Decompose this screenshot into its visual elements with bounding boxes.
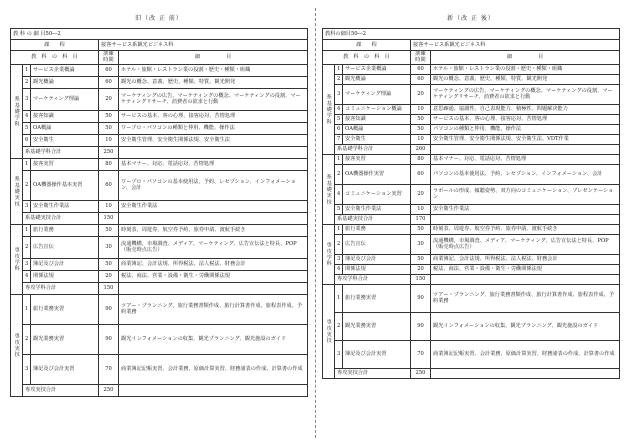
table-row xyxy=(11,294,308,324)
row-subject: コミュニケーション概論 xyxy=(343,104,411,114)
row-subject: コミュニケーション実習 xyxy=(343,184,411,204)
total-row xyxy=(11,212,308,224)
row-subject: マーケティング理論 xyxy=(31,88,99,110)
row-hours: 10 xyxy=(411,204,431,214)
row-detail: 観光インフォメーションの収集、観光プランニング、観光施設のガイド xyxy=(431,312,620,340)
row-subject: 安全衛生作業法 xyxy=(343,204,411,214)
row-hours: 50 xyxy=(411,254,431,264)
table-row xyxy=(323,284,620,312)
row-subject: マーケティング理論 xyxy=(343,84,411,104)
table-row xyxy=(323,104,620,114)
new-course-row xyxy=(323,40,620,51)
row-subject: 接客知識 xyxy=(343,114,411,124)
row-subject: 接客実習 xyxy=(343,154,411,164)
row-no: 1 xyxy=(23,294,31,324)
row-hours: 50 xyxy=(99,258,119,270)
row-hours: 60 xyxy=(411,164,431,184)
row-hours: 20 xyxy=(411,184,431,204)
new-subject-label: 教科の細目50―2 xyxy=(323,29,620,40)
row-no: 2 xyxy=(335,234,343,254)
row-no: 1 xyxy=(335,64,343,74)
row-hours: 80 xyxy=(99,158,119,170)
row-subject: 簿記及び会計実習 xyxy=(31,354,99,384)
total-row xyxy=(323,214,620,224)
table-row xyxy=(11,122,308,134)
row-hours: 50 xyxy=(411,224,431,234)
row-subject: 関係法規 xyxy=(343,264,411,274)
row-detail: 税法、商法、営業・設備・衛生・労働関係法規 xyxy=(431,264,620,274)
row-subject: 旅行業務 xyxy=(343,224,411,234)
group-name: 専攻実技 xyxy=(11,294,23,396)
total-row xyxy=(11,282,308,294)
old-col-detail: 細 目 xyxy=(119,51,308,65)
row-detail: ツアー・プランニング、旅行業務書類作成、旅行計算書作成、旅程表作成、予約業務 xyxy=(431,284,620,312)
row-subject: 簿記及び会計 xyxy=(343,254,411,264)
row-no: 1 xyxy=(335,284,343,312)
row-detail: 商業簿記記帳実習、会計業務、原価計算実習、財務諸表の作成、計算書の作成 xyxy=(119,354,308,384)
row-detail: マーケティングの広告、マーケティングの概念、マーケティングの役割、マーケティングリサーチ、消費者の欲求と行動 xyxy=(119,88,308,110)
row-no: 4 xyxy=(335,264,343,274)
row-hours: 20 xyxy=(411,84,431,104)
row-detail: ワープロ・パソコンの基本使用法、予約、レセプション、インフォメーション、会計 xyxy=(119,170,308,200)
row-subject: 観光概論 xyxy=(31,76,99,88)
table-row xyxy=(11,224,308,236)
row-detail: 意思疎通、協調性、自己表現能力、積極性、問題解決能力 xyxy=(431,104,620,114)
old-heading: 旧（改 正 前） xyxy=(135,15,183,22)
table-row xyxy=(11,76,308,88)
old-course-row xyxy=(11,40,308,51)
table-row xyxy=(11,200,308,212)
row-detail: 観光の概念、意義、歴史、種類、特質、観光開発 xyxy=(431,74,620,84)
row-subject: 安全衛生 xyxy=(343,134,411,144)
row-subject: OA概論 xyxy=(31,122,99,134)
row-detail: 商業簿記、会計法規、所得税法、法人税法、財務会計 xyxy=(119,258,308,270)
row-detail: 商業簿記記帳実習、会計業務、原価計算実習、財務諸表の作成、計算書の作成 xyxy=(431,340,620,368)
row-subject: 旅行業務実習 xyxy=(343,284,411,312)
row-subject: 安全衛生作業法 xyxy=(31,200,99,212)
old-col-hours: 訓練時間 xyxy=(99,51,119,65)
row-detail: サービスの基本、客の心理、接客応対、苦情処理 xyxy=(119,110,308,122)
row-subject: 旅行業務実習 xyxy=(31,294,99,324)
table-row xyxy=(11,170,308,200)
table-row xyxy=(323,114,620,124)
table-row xyxy=(323,264,620,274)
table-row xyxy=(11,354,308,384)
page-divider xyxy=(315,8,316,438)
row-no: 4 xyxy=(23,270,31,282)
group-name: 専攻実技 xyxy=(323,284,335,378)
row-no: 4 xyxy=(23,110,31,122)
table-row xyxy=(11,158,308,170)
row-hours: 60 xyxy=(99,76,119,88)
row-detail: ホテル・旅館・レストラン業の役割・歴史・種類・組織 xyxy=(119,64,308,76)
old-table xyxy=(10,28,308,397)
table-row xyxy=(323,204,620,214)
row-subject: 安全衛生 xyxy=(31,134,99,146)
total-hours: 150 xyxy=(99,282,119,294)
row-detail: 基本マナー、対応、電話応対、苦情処理 xyxy=(119,158,308,170)
old-version-panel xyxy=(10,0,308,441)
row-hours: 10 xyxy=(411,134,431,144)
table-row xyxy=(323,184,620,204)
row-detail: 観光インフォメーションの収集、観光プランニング、観光施設のガイド xyxy=(119,324,308,354)
row-no: 3 xyxy=(23,88,31,110)
row-hours: 20 xyxy=(99,88,119,110)
row-hours: 10 xyxy=(99,134,119,146)
row-subject: 広告宣伝 xyxy=(343,234,411,254)
table-row xyxy=(11,64,308,76)
row-no: 2 xyxy=(335,312,343,340)
row-hours: 60 xyxy=(411,64,431,74)
row-hours: 10 xyxy=(411,104,431,114)
old-subject-label: 教 科 の 細 目50―2 xyxy=(11,29,308,40)
table-row xyxy=(11,270,308,282)
table-row xyxy=(323,164,620,184)
row-hours: 70 xyxy=(411,340,431,368)
table-row xyxy=(11,134,308,146)
old-col-subject: 教 科 の 科 目 xyxy=(11,51,99,65)
row-no: 5 xyxy=(335,114,343,124)
row-detail: 安全衛生管理、安全衛生関係法規、安全衛生法 xyxy=(119,134,308,146)
row-detail: 時刻表、周遊券、航空券予約、旅券申請、渡航手続き xyxy=(431,224,620,234)
row-no: 2 xyxy=(335,164,343,184)
row-hours: 20 xyxy=(99,270,119,282)
group-name: 専攻学科 xyxy=(323,224,335,284)
row-no: 5 xyxy=(23,122,31,134)
row-hours: 50 xyxy=(411,114,431,124)
total-label: 専攻実技合計 xyxy=(335,368,411,378)
row-detail: 時刻表、周遊券、航空券予約、旅券申請、渡航手続き xyxy=(119,224,308,236)
row-no: 2 xyxy=(23,324,31,354)
old-subject-label-row xyxy=(11,29,308,40)
row-detail: サービスの基本、客の心理、接客応対、苦情処理 xyxy=(431,114,620,124)
row-no: 3 xyxy=(23,200,31,212)
row-hours: 90 xyxy=(99,324,119,354)
new-col-subject: 教 科 の 科 目 xyxy=(323,51,411,65)
row-hours: 30 xyxy=(99,236,119,258)
total-hours: 150 xyxy=(411,274,431,284)
total-hours: 260 xyxy=(411,144,431,154)
row-no: 1 xyxy=(335,154,343,164)
total-hours: 250 xyxy=(99,146,119,158)
new-col-detail: 細 目 xyxy=(431,51,620,65)
total-hours: 250 xyxy=(411,368,431,378)
table-row xyxy=(11,236,308,258)
table-row xyxy=(323,254,620,264)
old-header-row xyxy=(11,51,308,65)
row-detail: 安全衛生作業法 xyxy=(431,204,620,214)
total-row xyxy=(323,274,620,284)
table-row xyxy=(323,234,620,254)
row-hours: 50 xyxy=(411,124,431,134)
group-name: 系基礎学科 xyxy=(11,64,23,158)
total-label: 専攻実技合計 xyxy=(23,384,99,396)
row-detail: 商業簿記、会計法規、所得税法、法人税法、財務会計 xyxy=(431,254,620,264)
total-hours: 250 xyxy=(99,384,119,396)
row-detail: 税法、商法、営業・設備・衛生・労働関係法規 xyxy=(119,270,308,282)
table-row xyxy=(323,312,620,340)
table-row xyxy=(11,110,308,122)
row-hours: 90 xyxy=(99,294,119,324)
row-detail: 安全衛生作業法 xyxy=(119,200,308,212)
row-no: 3 xyxy=(335,84,343,104)
row-hours: 90 xyxy=(411,312,431,340)
row-detail: ラポールの形成、傾聴姿勢、双方向のコミュニケーション、プレゼンテーション xyxy=(431,184,620,204)
total-label: 系基礎実技合計 xyxy=(23,212,99,224)
row-hours: 30 xyxy=(411,234,431,254)
row-hours: 60 xyxy=(99,170,119,200)
new-version-panel xyxy=(322,0,620,441)
table-row xyxy=(323,64,620,74)
row-no: 6 xyxy=(23,134,31,146)
row-hours: 60 xyxy=(99,64,119,76)
row-detail: マーケティングの広告、マーケティングの概念、マーケティングの役割、マーケティングリサーチ、消費者の欲求と行動 xyxy=(431,84,620,104)
row-no: 4 xyxy=(335,104,343,114)
row-no: 2 xyxy=(23,170,31,200)
row-no: 2 xyxy=(23,236,31,258)
table-row xyxy=(11,258,308,270)
row-detail: パソコンの基本使用法、予約、レセプション、インフォメーション、会計 xyxy=(431,164,620,184)
row-subject: 簿記及び会計実習 xyxy=(343,340,411,368)
row-no: 6 xyxy=(335,124,343,134)
row-no: 3 xyxy=(335,254,343,264)
total-row xyxy=(11,146,308,158)
table-row xyxy=(323,154,620,164)
table-row xyxy=(323,224,620,234)
row-subject: 観光業務実習 xyxy=(343,312,411,340)
row-detail: 流通機構、市場調査、メディア、マーケティング、広告宣伝法と特長、POP（販売時点広告） xyxy=(119,236,308,258)
row-hours: 50 xyxy=(99,110,119,122)
new-col-hours: 訓練時間 xyxy=(411,51,431,65)
row-hours: 50 xyxy=(99,224,119,236)
row-subject: 観光概論 xyxy=(343,74,411,84)
row-detail: 観光の概念、意義、歴史、種類、特質、観光開発 xyxy=(119,76,308,88)
row-no: 5 xyxy=(335,204,343,214)
row-hours: 70 xyxy=(99,354,119,384)
table-row xyxy=(323,84,620,104)
row-subject: 観光業務実習 xyxy=(31,324,99,354)
row-hours: 90 xyxy=(411,284,431,312)
row-detail: ワープロ・パソコンの種類と仲用、機能、操作法 xyxy=(119,122,308,134)
table-row xyxy=(11,324,308,354)
row-no: 7 xyxy=(335,134,343,144)
old-course-value: 接客サービス系観光ビジネス科 xyxy=(99,40,308,51)
total-label: 系基礎学科合計 xyxy=(335,144,411,154)
row-subject: OA概論 xyxy=(343,124,411,134)
row-detail: ツアー・プランニング、旅行業務書類作成、旅行計算書作成、旅程表作成、予約業務 xyxy=(119,294,308,324)
row-subject: 接客実習 xyxy=(31,158,99,170)
group-name: 専攻学科 xyxy=(11,224,23,294)
total-label: 系基礎実技合計 xyxy=(335,214,411,224)
new-course-value: 接客サービス系観光ビジネス科 xyxy=(411,40,620,51)
new-table xyxy=(322,28,620,379)
row-subject: OA機器操作基本実習 xyxy=(31,170,99,200)
total-row xyxy=(323,368,620,378)
row-hours: 80 xyxy=(411,154,431,164)
table-row xyxy=(323,134,620,144)
row-no: 4 xyxy=(335,184,343,204)
row-no: 2 xyxy=(335,74,343,84)
row-no: 3 xyxy=(335,340,343,368)
table-row xyxy=(323,74,620,84)
new-subject-label-row xyxy=(323,29,620,40)
row-no: 1 xyxy=(23,224,31,236)
table-row xyxy=(11,88,308,110)
row-hours: 20 xyxy=(411,264,431,274)
total-row xyxy=(11,384,308,396)
row-hours: 60 xyxy=(411,74,431,84)
row-subject: OA機器操作実習 xyxy=(343,164,411,184)
row-no: 3 xyxy=(23,258,31,270)
row-no: 1 xyxy=(23,64,31,76)
total-hours: 170 xyxy=(411,214,431,224)
row-subject: サービス企業概論 xyxy=(31,64,99,76)
table-row xyxy=(323,340,620,368)
old-course-label: 課 程 xyxy=(11,40,99,51)
row-subject: 広告宣伝 xyxy=(31,236,99,258)
total-label: 専攻学科合計 xyxy=(23,282,99,294)
total-hours: 150 xyxy=(99,212,119,224)
group-name: 系基礎実技 xyxy=(323,154,335,224)
row-no: 1 xyxy=(23,158,31,170)
row-subject: 関係法規 xyxy=(31,270,99,282)
new-heading: 新（改 正 後） xyxy=(447,15,495,22)
row-no: 1 xyxy=(335,224,343,234)
row-no: 3 xyxy=(23,354,31,384)
row-subject: サービス企業概論 xyxy=(343,64,411,74)
group-name: 系基礎学科 xyxy=(323,64,335,154)
row-detail: ホテル・旅館・レストラン業の役割・歴史・種類・組織 xyxy=(431,64,620,74)
new-course-label: 課 程 xyxy=(323,40,411,51)
row-hours: 10 xyxy=(99,200,119,212)
row-subject: 旅行業務 xyxy=(31,224,99,236)
row-no: 2 xyxy=(23,76,31,88)
row-hours: 50 xyxy=(99,122,119,134)
table-row xyxy=(323,124,620,134)
total-label: 系基礎学科合計 xyxy=(23,146,99,158)
row-subject: 簿記及び会計 xyxy=(31,258,99,270)
row-detail: 流通機構、市場調査、メディア、マーケティング、広告宣伝法と特長、POP（販売時点広告） xyxy=(431,234,620,254)
total-label: 専攻学科合計 xyxy=(335,274,411,284)
row-detail: 安全衛生管理、安全衛生関係法規、安全衛生法、VDT作業 xyxy=(431,134,620,144)
total-row xyxy=(323,144,620,154)
group-name: 系基礎実技 xyxy=(11,158,23,224)
row-subject: 接客知識 xyxy=(31,110,99,122)
row-detail: 基本マナー、対応、電話応対、苦情処理 xyxy=(431,154,620,164)
row-detail: パソコンの種類と仲用、機能、操作法 xyxy=(431,124,620,134)
new-header-row xyxy=(323,51,620,65)
